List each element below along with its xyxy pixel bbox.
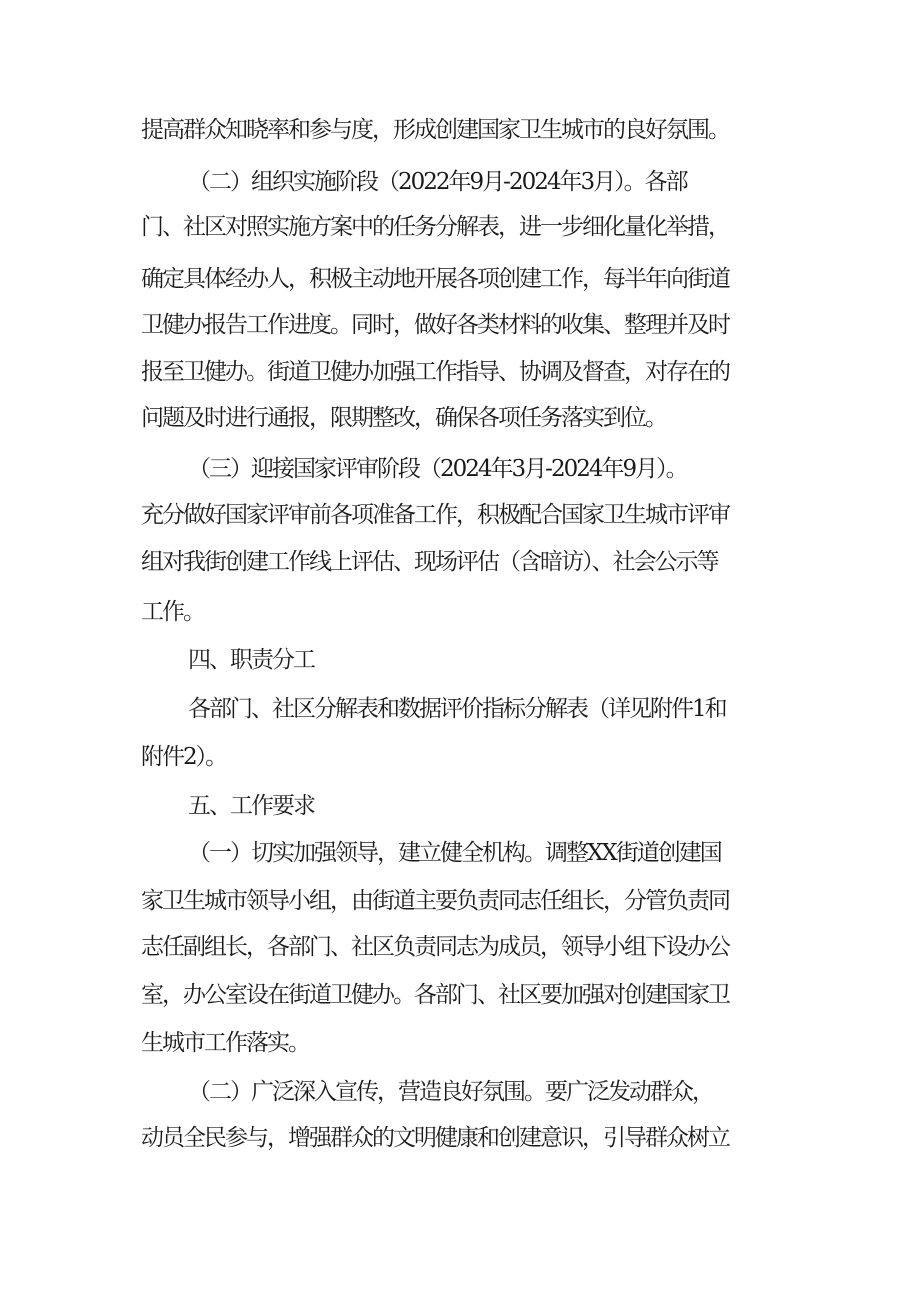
paragraph-line: 工作。 xyxy=(141,599,204,625)
paragraph-line: 卫健办报告工作进度。同时，做好各类材料的收集、整理并及时 xyxy=(141,312,729,338)
section-heading: 五、工作要求 xyxy=(188,793,314,819)
paragraph-line: 志任副组长，各部门、社区负责同志为成员，领导小组下设办公 xyxy=(141,934,729,960)
paragraph-line: 组对我街创建工作线上评估、现场评估（含暗访）、社会公示等 xyxy=(141,549,718,575)
paragraph-line: 室，办公室设在街道卫健办。各部门、社区要加强对创建国家卫 xyxy=(141,982,729,1008)
paragraph-line: 充分做好国家评审前各项准备工作，积极配合国家卫生城市评审 xyxy=(141,502,729,528)
paragraph-line: 各部门、社区分解表和数据评价指标分解表（详见附件1和 xyxy=(188,696,726,722)
paragraph-line: 动员全民参与，增强群众的文明健康和创建意识，引导群众树立 xyxy=(141,1125,729,1151)
paragraph-line: 提高群众知晓率和参与度，形成创建国家卫生城市的良好氛围。 xyxy=(141,117,729,143)
paragraph-line: 确定具体经办人，积极主动地开展各项创建工作，每半年向街道 xyxy=(141,266,729,292)
paragraph-line: （三）迎接国家评审阶段（2024年3月-2024年9月）。 xyxy=(188,456,687,482)
paragraph-line: 问题及时进行通报，限期整改，确保各项任务落实到位。 xyxy=(141,405,666,431)
section-heading: 四、职责分工 xyxy=(188,647,314,673)
paragraph-line: 家卫生城市领导小组，由街道主要负责同志任组长，分管负责同 xyxy=(141,888,729,914)
paragraph-line: （二）组织实施阶段（2022年9月-2024年3月）。各部 xyxy=(188,169,687,195)
paragraph-line: 门、社区对照实施方案中的任务分解表，进一步细化量化举措， xyxy=(141,214,729,240)
paragraph-line: （一）切实加强领导，建立健全机构。调整XX街道创建国 xyxy=(188,840,721,866)
paragraph-line: （二）广泛深入宣传，营造良好氛围。要广泛发动群众， xyxy=(188,1079,713,1105)
paragraph-line: 生城市工作落实。 xyxy=(141,1030,309,1056)
paragraph-line: 报至卫健办。街道卫健办加强工作指导、协调及督查，对存在的 xyxy=(141,359,729,385)
paragraph-line: 附件2）。 xyxy=(141,744,227,770)
